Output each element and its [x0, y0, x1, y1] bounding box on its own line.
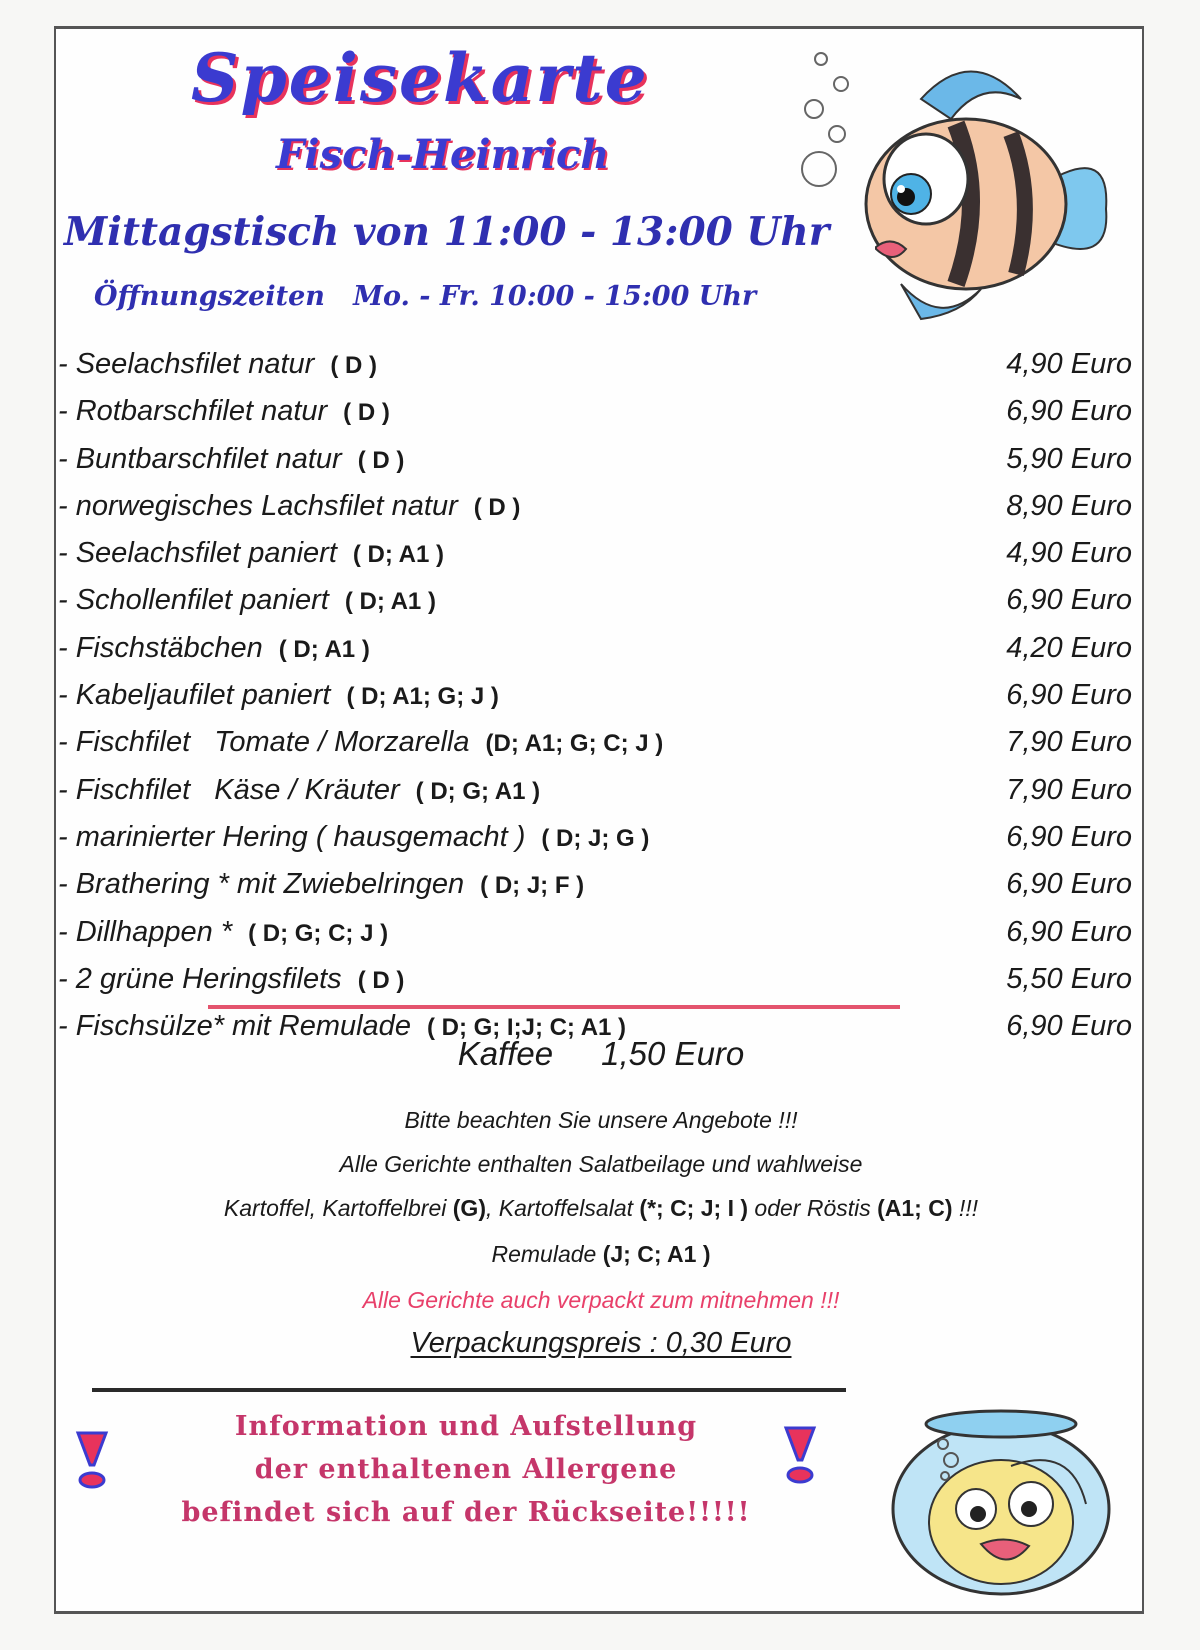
dish-name: - Fischfilet Käse / Kräuter — [58, 773, 400, 806]
dish-price: 6,90 Euro — [1006, 915, 1132, 948]
dish-price: 6,90 Euro — [1006, 868, 1132, 901]
list-item — [58, 341, 1136, 388]
dish-name: - 2 grüne Heringsfilets — [58, 962, 342, 995]
dish-allergens: (D; A1; G; C; J ) — [485, 730, 664, 758]
dish-price: 6,90 Euro — [1006, 820, 1132, 853]
exclamation-icon — [782, 1424, 818, 1486]
list-item — [58, 909, 1136, 956]
bottom-divider — [92, 1388, 846, 1392]
dish-allergens: ( D; A1; G; J ) — [346, 683, 499, 711]
side-options: Kartoffel, Kartoffelbrei (G), Kartoffelsalat (*; C; J; I ) oder Röstis (A1; C) !!! — [223, 1195, 979, 1221]
takeaway-note: Alle Gerichte auch verpackt zum mitnehmen !!! — [362, 1287, 840, 1313]
allergen-info-line: Information und Aufstellung — [234, 1411, 698, 1442]
dish-name: - norwegisches Lachsfilet natur — [58, 489, 458, 522]
dish-price: 6,90 Euro — [1006, 395, 1132, 428]
dish-name: - Seelachsfilet paniert — [58, 537, 337, 570]
fish-menu-list — [58, 341, 1136, 1050]
menu-title: Speisekarte — [191, 39, 649, 117]
dish-allergens: ( D; A1 ) — [344, 588, 436, 616]
dish-allergens: ( D; G; C; J ) — [248, 919, 389, 947]
salad-note: Alle Gerichte enthalten Salatbeilage und wahlweise — [339, 1151, 863, 1177]
dish-allergens: ( D; J; G ) — [541, 824, 650, 852]
dish-allergens: ( D; J; F ) — [480, 872, 585, 900]
dish-allergens: ( D ) — [357, 446, 405, 474]
list-item — [58, 814, 1136, 861]
list-item — [58, 436, 1136, 483]
dish-name: - Dillhappen * — [58, 915, 233, 948]
lunch-time: Mittagstisch von 11:00 - 13:00 Uhr — [64, 209, 830, 255]
dish-name: - Brathering * mit Zwiebelringen — [58, 868, 465, 901]
list-item — [58, 767, 1136, 814]
dish-price: 5,50 Euro — [1006, 962, 1132, 995]
dish-name: - Buntbarschfilet natur — [58, 442, 342, 475]
packaging-price: Verpackungspreis : 0,30 Euro — [410, 1327, 792, 1359]
remulade-note: Remulade (J; C; A1 ) — [491, 1241, 711, 1267]
cartoon-fish-icon — [781, 39, 1111, 329]
menu-sheet — [54, 26, 1144, 1614]
dish-price: 7,90 Euro — [1006, 726, 1132, 759]
list-item — [58, 719, 1136, 766]
dish-allergens: ( D; A1 ) — [278, 635, 370, 663]
dish-name: - Fischfilet Tomate / Morzarella — [58, 726, 470, 759]
section-divider — [208, 1005, 900, 1009]
dish-price: 5,90 Euro — [1006, 442, 1132, 475]
offers-note: Bitte beachten Sie unsere Angebote !!! — [404, 1107, 798, 1133]
dish-price: 7,90 Euro — [1006, 773, 1132, 806]
dish-price: 6,90 Euro — [1006, 1010, 1132, 1043]
allergen-info-line: befindet sich auf der Rückseite!!!!! — [181, 1497, 751, 1528]
dish-allergens: ( D; A1 ) — [352, 541, 444, 569]
dish-name: - marinierter Hering ( hausgemacht ) — [58, 820, 526, 853]
dish-name: - Rotbarschfilet natur — [58, 395, 328, 428]
dish-name: - Kabeljaufilet paniert — [58, 679, 331, 712]
dish-price: 4,90 Euro — [1006, 348, 1132, 380]
list-item — [58, 483, 1136, 530]
restaurant-name: Fisch-Heinrich — [276, 131, 610, 178]
list-item — [58, 625, 1136, 672]
coffee-label: Kaffee — [457, 1035, 554, 1072]
allergen-info-line: der enthaltenen Allergene — [254, 1454, 678, 1485]
dish-allergens: ( D; G; I;J; C; A1 ) — [426, 1014, 627, 1042]
list-item — [58, 577, 1136, 624]
coffee-price: 1,50 Euro — [601, 1035, 745, 1072]
dish-price: 6,90 Euro — [1006, 584, 1132, 617]
dish-allergens: ( D ) — [473, 493, 521, 521]
dish-name: - Fischsülze* mit Remulade — [58, 1010, 411, 1043]
opening-hours: Öffnungszeiten Mo. - Fr. 10:00 - 15:00 Uhr — [94, 281, 757, 312]
coffee-line — [56, 1035, 1146, 1073]
list-item — [58, 861, 1136, 908]
dish-allergens: ( D ) — [357, 966, 405, 994]
dish-name: - Fischstäbchen — [58, 631, 263, 664]
dish-allergens: ( D ) — [330, 352, 377, 379]
dish-price: 8,90 Euro — [1006, 489, 1132, 522]
dish-allergens: ( D ) — [343, 399, 390, 427]
allergen-info — [86, 1405, 846, 1534]
dish-name: - Schollenfilet paniert — [58, 584, 329, 617]
dish-price: 4,20 Euro — [1006, 631, 1132, 664]
list-item — [58, 672, 1136, 719]
dish-name: - Seelachsfilet natur — [58, 348, 315, 380]
list-item — [58, 388, 1136, 435]
dish-allergens: ( D; G; A1 ) — [415, 777, 541, 805]
dish-price: 4,90 Euro — [1006, 537, 1132, 570]
fishbowl-icon — [881, 1404, 1121, 1599]
list-item — [58, 530, 1136, 577]
dish-price: 6,90 Euro — [1006, 679, 1132, 712]
list-item — [58, 956, 1136, 1003]
